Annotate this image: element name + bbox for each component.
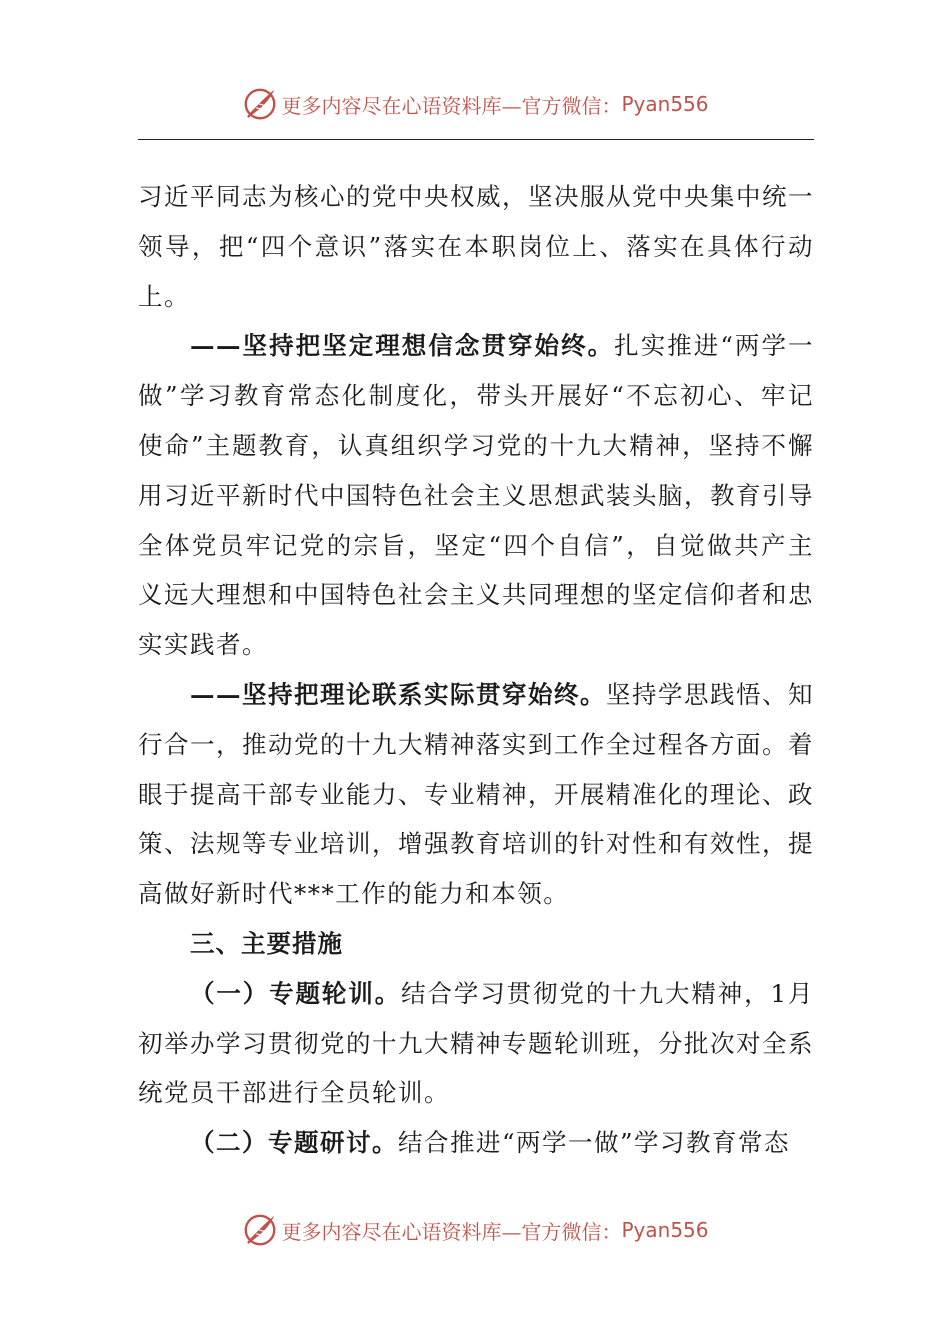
measure-item-2-lead: （二）专题研讨。 bbox=[190, 1128, 398, 1158]
quill-stamp-icon bbox=[241, 85, 279, 123]
footer-watermark-handle: Pyan556 bbox=[621, 1218, 709, 1242]
measure-item-1-body: 结合学习贯彻党的十九大精神，1月初举办学习贯彻党的十九大精神专题轮训班，分批次对全系统党员干部进行全员轮训。 bbox=[138, 978, 815, 1108]
header-watermark-handle: Pyan556 bbox=[621, 92, 709, 116]
paragraph-theory-lead: ——坚持把理论联系实际贯穿始终。 bbox=[190, 679, 606, 709]
section-heading: 三、主要措施 bbox=[190, 928, 343, 958]
measure-item-2-body: 结合推进“两学一做”学习教育常态 bbox=[398, 1128, 791, 1158]
paragraph-theory-body: 坚持学思践悟、知行合一，推动党的十九大精神落实到工作全过程各方面。着眼于提高干部专业能力、专业精神，开展精准化的理论、政策、法规等专业培训，增强教育培训的针对性和有效性，提高做好新时代***工作的能力和本领。 bbox=[138, 679, 814, 909]
paragraph-theory bbox=[138, 670, 814, 919]
footer-watermark-text: 更多内容尽在心语资料库—官方微信： bbox=[281, 1219, 622, 1244]
footer-watermark bbox=[0, 1208, 950, 1252]
paragraph-ideals-lead: ——坚持把坚定理想信念贯穿始终。 bbox=[190, 331, 615, 361]
paragraph-continued: 习近平同志为核心的党中央权威，坚决服从党中央集中统一领导，把“四个意识”落实在本职岗位上、落实在具体行动上。 bbox=[138, 182, 814, 311]
quill-stamp-icon bbox=[241, 1211, 279, 1249]
measure-item-2 bbox=[138, 1118, 814, 1168]
paragraph-ideals-body: 扎实推进“两学一做”学习教育常态化制度化，带头开展好“不忘初心、牢记使命”主题教育，认真组织学习党的十九大精神，坚持不懈用习近平新时代中国特色社会主义思想武装头脑，教育引导全体党员牢记党的宗旨，坚定“四个自信”，自觉做共产主义远大理想和中国特色社会主义共同理想的坚定信仰者和忠实实践者。 bbox=[138, 331, 815, 660]
header-divider bbox=[138, 139, 814, 140]
header-watermark-text: 更多内容尽在心语资料库—官方微信： bbox=[281, 93, 622, 118]
paragraph-ideals bbox=[138, 321, 814, 670]
measure-item-1 bbox=[138, 969, 814, 1118]
document-body bbox=[138, 172, 814, 1168]
header-watermark bbox=[0, 82, 950, 126]
measure-item-1-lead: （一）专题轮训。 bbox=[190, 978, 402, 1008]
